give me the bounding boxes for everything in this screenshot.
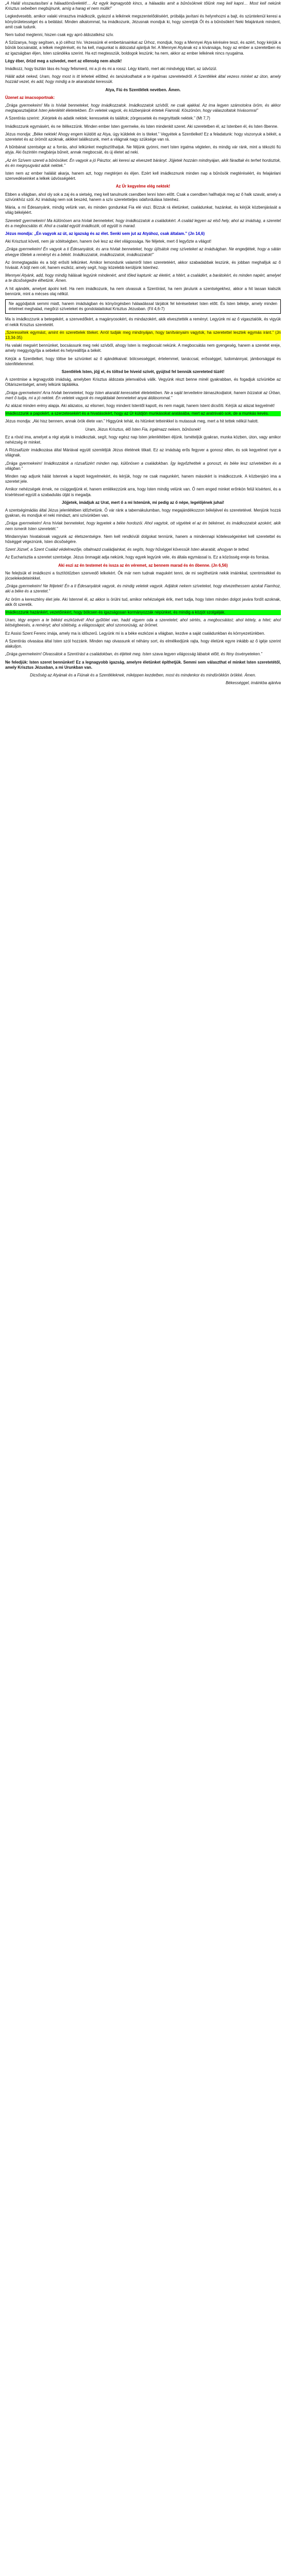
paragraph: „Drága gyermekeim! Ma is hívlak benneteket, hogy imádkozzatok. Imádkozzatok szívből, ne csak ajakkal. Az ima legyen számotokra öröm, és akkor megtapasztaljátok Isten jelenlétét életetekben. Én veletek vagyok, és közbenjárok értetek Fiamnál. Köszönöm, hogy válaszoltatok hívásomra!”	[5, 103, 281, 113]
paragraph: Jézus mondja: „Aki hisz bennem, annak örök élete van.” Higgyünk tehát, és hitünket tetteinkkel is mutassuk meg, mert a hit tettek nélkül halott.	[5, 419, 259, 424]
paragraph: Ne aggódjatok semmi miatt, hanem imádságban és könyörgésben hálaadással tárjátok fel kéréseiteket Isten előtt. És Isten békéje, amely minden értelmet meghalad, megőrzi szíveteket és gondolataitokat Krisztus Jézusban. (Fil 4,6-7)	[5, 299, 281, 314]
paragraph: Imádkozzunk a papokért, a szerzetesekért és a hivatásokért, hogy az Úr küldjön munkásokat aratásába, mert az aratnivaló sok, de a munkás kevés.	[5, 411, 281, 416]
paragraph: A hit ajándék, amelyet ápolni kell. Ha nem imádkozunk, ha nem olvassuk a Szentírást, ha nem járulunk a szentségekhez, akkor a hit lassan kialszik bennünk, mint a mécses olaj nélkül.	[5, 286, 281, 296]
paragraph: Ne felejtsük el imádkozni a tisztítótűzben szenvedő lelkekért. Ők már nem tudnak magukért tenni, de mi segíthetünk nekik imáinkkal, szentmisékkel és jócselekedeteinkkel.	[5, 570, 281, 581]
document-body	[5, 1, 281, 678]
paragraph: „Drága gyermekeim! Ne féljetek! Én a ti Édesanyátok vagyok, és mindig veletek vagyok. Adjátok nekem szíveteket, hogy elvezethessem azokat Fiamhoz, aki a béke és a szeretet.”	[5, 584, 281, 594]
paragraph: Imádkozzunk hazánkért, vezetőinkért, hogy bölcsen és igazságosan kormányozzák népünket, és mindig a közjót szolgálják.	[5, 610, 281, 615]
paragraph: „Drága gyermekeim! Arra hívlak benneteket, hogy legyetek a béke hordozói. Ahol vagytok, ott vigyétek el az én békémet, és imádkozzatok azokért, akik nem ismerik Isten szeretetét.”	[5, 521, 281, 531]
paragraph: Szentlélek Isten, jöjj el, és töltsd be híveid szívét, gyújtsd fel bennük szereteted tüzét!	[61, 369, 225, 374]
paragraph: Az önmegtagadás és a böjt erősíti lelkünket. Amikor lemondunk valamiről Isten szeretetéért, akkor szabadabbak leszünk, és jobban meghalljuk az ő hívását. A böjt nem cél, hanem eszköz, amely segít, hogy közelebb kerüljünk Istenhez.	[5, 260, 281, 270]
paragraph: A szentségimádás által Jézus jelenlétében időzhetünk. Ő vár ránk a tabernákulumban, hogy megajándékozzon békéjével és szeretetével. Menjünk hozzá gyakran, és mondjuk el neki mindazt, ami szívünkben van.	[5, 508, 281, 518]
paragraph: „Drága gyermekeim! Én vagyok a ti Édesanyátok, és arra hívlak benneteket, hogy újítsátok meg szíveteket az imádságban. Ne engedjétek, hogy a sátán elvegye tőletek a reményt és a békét. Imádkozzatok, imádkozzatok, imádkozzatok!”	[5, 247, 281, 257]
paragraph: Isten nem az ember halálát akarja, hanem azt, hogy megtérjen és éljen. Ezért kell imádkoznunk minden nap a bűnösök megtéréséért, és felajánlani szenvedéseinket a lelkek üdvösségéért.	[5, 171, 281, 181]
paragraph: Mária, a mi Édesanyánk, mindig velünk van, és minden gondunkat Fia elé viszi. Bízzuk rá életünket, családunkat, hazánkat, és kérjük közbenjárását a világ békéjéért.	[5, 205, 281, 215]
paragraph: Mindannyian hivatalosak vagyunk az életszentségre. Nem kell rendkívüli dolgokat tennünk, hanem a mindennapi kötelességeinket kell szeretettel és hűséggel végeznünk, Isten dicsőségére.	[5, 534, 281, 545]
paragraph: Ha valaki megsért bennünket, bocsássunk meg neki szívből, ahogy Isten is megbocsát nekünk. A megbocsátás nem gyengeség, hanem a szeretet ereje, amely meggyógyítja a sebeket és helyreállítja a békét.	[5, 343, 281, 353]
paragraph: Aki Krisztust követi, nem jár sötétségben, hanem övé lesz az élet világossága. Ne féljetek, mert ő legyőzte a világot!	[5, 239, 212, 244]
paragraph: Szeretett gyermekeim! Ma különösen arra hívlak benneteket, hogy imádkozzatok a családokért. A család legyen az első hely, ahol az imádság, a szeretet és a megbocsátás él. Ahol a család együtt imádkozik, ott együtt is marad.	[5, 218, 281, 228]
paragraph: „Drága gyermekeim! Arra hívlak benneteket, hogy Isten akaratát keressétek életetekben. Ne a saját terveitekre támaszkodjatok, hanem bízzatok az Úrban, mert ő tudja, mi a jó nektek. Én veletek vagyok és megáldalak benneteket anyai áldásommal.”	[5, 390, 281, 400]
paragraph: Imádkozzunk egymásért, és ne ítélkezzünk. Minden ember Isten gyermeke, és Isten mindenkit szeret. Aki szeretetben él, az Istenben él, és Isten őbenne.	[5, 124, 279, 129]
paragraph: „Drága gyermekeim! Olvassátok a Szentírást a családokban, és éljétek meg. Isten szava legyen világosság lábatok előtt, és fény ösvényeteken.”	[5, 652, 262, 657]
paragraph: Imádkozz, hogy tisztán láss és hogy felismerd, mi a jó és mi a rossz. Légy kitartó, mert aki mindvégig kitart, az üdvözül.	[5, 66, 217, 72]
paragraph: Jézus mondja: „Én vagyok az út, az igazság és az élet. Senki sem jut az Atyához, csak általam.” (Jn 14,6)	[5, 231, 205, 236]
paragraph: A Szűzanya, hogy segítsen, a jó célhoz hív. Vezessünk el embertársainkat az Úrhoz, mondjuk, hogy a Mennyei Atya kérésére teszi, és azért, hogy kérjük a bűnök bocsánatát, a lelkek megtérését, és ha kell, magunkat is áldozatul ajánljuk fel. A Mennyei Atyának ez a kívánsága, hogy az ember a szeretetben és az igazságban éljen, Isten szándéka szerint. Ha ezt megtesszük, boldogok leszünk; ha nem, akkor az ember lelkének nincs nyugalma.	[5, 40, 281, 56]
paragraph: A bűnbánat szentsége az a forrás, ahol lelkünket megtisztíthatjuk. Ne féljünk gyónni, mert Isten irgalma végtelen, és mindig vár ránk, mint a tékozló fiú atyja. Aki őszintén megbánja bűneit, annak megbocsát, és új életet ad neki.	[5, 145, 281, 155]
paragraph: Minden nap adjunk hálát Istennek a kapott kegyelmekért, és kérjük, hogy ne csak magunkért, hanem másokért is imádkozzunk. A közbenjáró ima a szeretet jele.	[5, 474, 281, 484]
paragraph: Az alázat minden erény alapja. Aki alázatos, az elismeri, hogy mindent Istentől kapott, és nem magát, hanem Istent dicsőíti. Kérjük az alázat kegyelmét!	[5, 403, 275, 408]
paragraph: Ma is imádkozzunk a betegekért, a szenvedőkért, a magányosokért, és mindazokért, akik elvesztették a reményt. Legyünk mi az ő vigasztalóik, és vigyük el nekik Krisztus szeretetét.	[5, 317, 281, 327]
paragraph: Atya, Fiú és Szentlélek nevében. Ámen.	[105, 87, 181, 92]
paragraph: Uram, Jézus Krisztus, élő Isten Fia, irgalmazz nekem, bűnösnek!	[85, 427, 201, 432]
paragraph: Ebben a világban, ahol oly sok a zaj és a sietség, meg kell tanulnunk csendben lenni Isten előtt. Csak a csendben hallhatjuk meg az ő halk szavát, amely a szívünkhöz szól. Az imádság nem sok beszéd, hanem a szív szeretetteljes odafordulása Istenhez.	[5, 192, 281, 202]
paragraph: Hálát adok neked, Uram, hogy most is itt lehetek előtted, és tanúskodhatok a te irgalmas szeretetedről. A Szentlélek által vezess minket az úton, amely hozzád vezet, és add, hogy mindig a te akaratodat keressük.	[5, 74, 281, 84]
signature: Békességgel, imáinkba ajánlva	[225, 681, 281, 686]
paragraph: Ez Assisi Szent Ferenc imája, amely ma is időszerű. Legyünk mi is a béke eszközei a világban, kezdve a saját családunkban és környezetünkben.	[5, 631, 265, 636]
paragraph: „A Halál visszautasítani a hálaadóműveletét!… Az egyik legnagyobb kincs, a hálaadás amit a bűnösöknek tőlünk meg kell kapni… Most kell nekünk Krisztus sebeiben megbújnunk, amíg a harag el nem múlik!”	[5, 1, 281, 11]
paragraph: Legkedvesebb, amikor valaki virrasztva imádkozik, gyászol a lelkének megszentelődéséért, próbálja javítani és helyrehozni a bajt, és szüntelenül keresi a könyörületességet és a belátást. Minden alkalommal, ha imádkozunk, Jézusnak mondjuk ki, hogy szeretjük Őt és a bűnösökért Neki felajánlunk mindent, amit csak tudunk.	[5, 14, 281, 29]
paragraph: A Szentírás szerint: „Kérjetek és adatik nektek; keressetek és találtok; zörgessetek és megnyittatik nektek.” (Mt 7,7)	[5, 116, 210, 121]
paragraph: Jézus mondja: „Béke nektek! Ahogy engem küldött az Atya, úgy küldelek én is titeket.” Vegyétek a Szentlelket! Ez a feladatunk: hogy viszonyuk a békét, a szeretetet és az örömöt azoknak, akikkel találkozunk, mert a világnak nagy szüksége van rá.	[5, 131, 281, 142]
paragraph: Nem tudod megtenni, hiszen csak egy apró áldozatkész szív.	[5, 32, 114, 38]
paragraph: Légy éber, őrizd meg a szívedet, mert az ellenség nem alszik!	[5, 58, 122, 63]
paragraph: Ne feledjük: Isten szeret bennünket! Ez a legnagyobb igazság, amelyre életünket építhetjük. Semmi sem választhat el minket Isten szeretetétől, amely Krisztus Jézusban, a mi Urunkban van.	[5, 659, 281, 670]
paragraph: A Szentírás olvasása által Isten szól hozzánk. Minden nap olvassunk el néhány sort, és elmélkedjünk rajta, hogy életünk egyre inkább az ő igéje szerint alakuljon.	[5, 638, 281, 649]
paragraph: Az Úr kegyelme elég nektek!	[115, 184, 171, 189]
paragraph: Kérjük a Szentlelket, hogy töltse be szívünket az ő ajándékaival: bölcsességgel, értelemmel, tanáccsal, erősséggel, tudománnyal, jámborsággal és istenfélelemmel.	[5, 356, 281, 366]
paragraph: Aki eszi az én testemet és issza az én véremet, az bennem marad és én őbenne. (Jn 6,56)	[58, 563, 228, 568]
paragraph: Az öröm a keresztény élet jele. Aki Istennel él, az akkor is örülni tud, amikor nehézségek érik, mert tudja, hogy Isten minden dolgot javára fordít azoknak, akik őt szeretik.	[5, 597, 281, 607]
paragraph: Amikor nehézségek érnek, ne csüggedjünk el, hanem emlékezzünk arra, hogy Isten mindig velünk van. Ő nem enged minket erőnkön felül kísérteni, és a kísértéssel együtt a szabadulás útját is megadja.	[5, 487, 281, 497]
paragraph: Dicsőség az Atyának és a Fiúnak és a Szentléleknek, miképpen kezdetben, most és mindenkor és mindörökkön örökké. Ámen.	[30, 672, 256, 677]
paragraph: A szentmise a legnagyobb imádság, amelyben Krisztus áldozata jelenvalóvá válik. Vegyünk részt benne minél gyakrabban, és fogadjuk szívünkbe az Oltáriszentséget, amely lelkünk tápláléka.	[5, 377, 281, 387]
paragraph: Szent József, a Szent Család védelmezője, oltalmazd családjainkat, és segíts, hogy hűséggel kövessük Isten akaratát, ahogyan te tetted.	[5, 547, 250, 552]
paragraph: Jöjjetek, imádjuk az Urat, mert ő a mi Istenünk, mi pedig az ő népe, legelőjének juhai!	[62, 500, 224, 505]
paragraph: Ez a rövid ima, amelyet a régi atyák is imádkoztak, segít, hogy egész nap Isten jelenlétében éljünk. Ismételjük gyakran, munka közben, úton, vagy amikor nehézség ér minket.	[5, 434, 281, 445]
paragraph: Mennyei Atyánk, add, hogy mindig hálásak legyünk mindenért, amit tőled kaptunk: az életért, a hitért, a családért, a barátokért, és minden napért, amelyet a te dicsőségedre élhetünk. Ámen.	[5, 273, 281, 283]
paragraph: Üzenet az imacsoportnak:	[5, 95, 55, 100]
paragraph: „Drága gyermekeim! Imádkozzátok a rózsafüzért minden nap, különösen a családokban. Így legyőzhetitek a gonoszt, és béke lesz szívetekben és a világban.”	[5, 461, 281, 471]
paragraph: „Az én Szívem szereti a bűnösöket. Én vagyok a jó Pásztor, aki keresi az elveszett bárányt. Jöjjetek hozzám mindnyájan, akik fáradtak és terhet hordoztok, és én megnyugvást adok nektek.”	[5, 158, 281, 168]
paragraph: Az Eucharisztia a szeretet szentsége. Jézus önmagát adja nekünk, hogy egyek legyünk vele, és általa egymással is. Ez a közösség ereje és forrása.	[5, 555, 270, 560]
paragraph: A Rózsafüzér imádkozása által Máriával együtt szemléljük Jézus életének titkait. Ez az imádság erős fegyver a gonosz ellen, és sok kegyelmet nyer a világnak.	[5, 448, 281, 458]
paragraph: „Szeressétek egymást, amint én szerettelek titeket. Arról tudják meg mindnyájan, hogy tanítványaim vagytok, ha szeretettel lesztek egymás iránt.” (Jn 13,34-35)	[5, 330, 281, 340]
paragraph: Uram, tégy engem a te békéd eszközévé! Ahol gyűlölet van, hadd vigyem oda a szeretetet; ahol sértés, a megbocsátást; ahol kétely, a hitet; ahol kétségbeesés, a reményt; ahol sötétség, a világosságot; ahol szomorúság, az örömet.	[5, 618, 281, 628]
